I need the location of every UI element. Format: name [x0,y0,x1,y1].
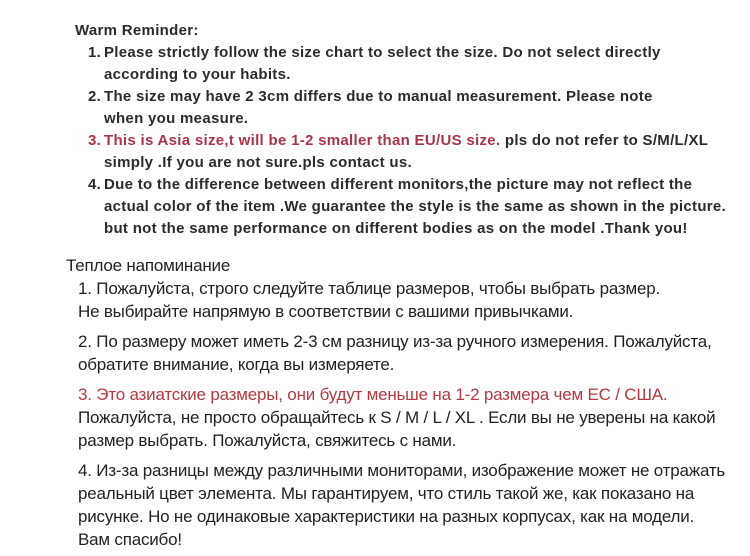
text-line: размер выбрать. Пожалуйста, свяжитесь с нами. [78,431,457,450]
item-text [104,130,750,174]
text-line: according to your habits. [104,66,291,83]
russian-reminder-section [0,254,750,551]
text-line: Не выбирайте напрямую в соответствии с вашими привычками. [78,302,574,321]
text-line: The size may have 2 3cm differs due to manual measurement. Please note [104,88,653,105]
english-title: Warm Reminder: [75,22,199,39]
english-item-3 [75,130,750,174]
russian-item-2 [66,330,750,376]
item-number: 3. [88,132,102,149]
text-line: 1. Пожалуйста, строго следуйте таблице размеров, чтобы выбрать размер. [78,279,661,298]
text-line: 4. Из-за разницы между различными мониторами, изображение может не отражать [78,461,726,480]
text-segment: pls do not refer to S/M/L/XL [500,132,709,149]
english-item-4 [75,174,750,240]
russian-item-4 [66,459,750,551]
item-text [104,42,750,86]
text-line: 2. По размеру может иметь 2-3 см разницу из-за ручного измерения. Пожалуйста, [78,332,712,351]
english-reminder-section [0,0,750,240]
text-line: when you measure. [104,110,249,127]
text-line: Due to the difference between different monitors,the picture may not reflect the [104,176,693,193]
english-item-1 [75,42,750,86]
text-line: Пожалуйста, не просто обращайтесь к S / M / L / XL . Если вы не уверены на какой [78,408,716,427]
asia-size-warning-text: This is Asia size,t will be 1-2 smaller than EU/US size. [104,132,501,149]
english-item-2 [75,86,750,130]
text-line: but not the same performance on different bodies as on the model .Thank you! [104,220,688,237]
text-line: actual color of the item .We guarantee the style is the same as shown in the picture. [104,198,727,215]
item-text [104,174,750,240]
text-line [104,130,750,152]
text-line: обратите внимание, когда вы измеряете. [78,355,395,374]
text-line: рисунке. Но не одинаковые характеристики на разных корпусах, как на модели. [78,507,695,526]
asia-size-warning-text: 3. Это азиатские размеры, они будут меньше на 1-2 размера чем ЕС / США. [78,385,668,404]
item-text [104,86,750,130]
russian-item-3 [66,383,750,452]
item-number: 2. [88,88,102,105]
item-number: 4. [88,176,102,193]
russian-title: Теплое напоминание [66,256,231,275]
item-number: 1. [88,44,102,61]
text-line: Please strictly follow the size chart to select the size. Do not select directly [104,44,661,61]
russian-item-1 [66,277,750,323]
text-line: реальный цвет элемента. Мы гарантируем, что стиль такой же, как показано на [78,484,695,503]
text-line: simply .If you are not sure.pls contact us. [104,154,412,171]
text-line: Вам спасибо! [78,530,182,549]
